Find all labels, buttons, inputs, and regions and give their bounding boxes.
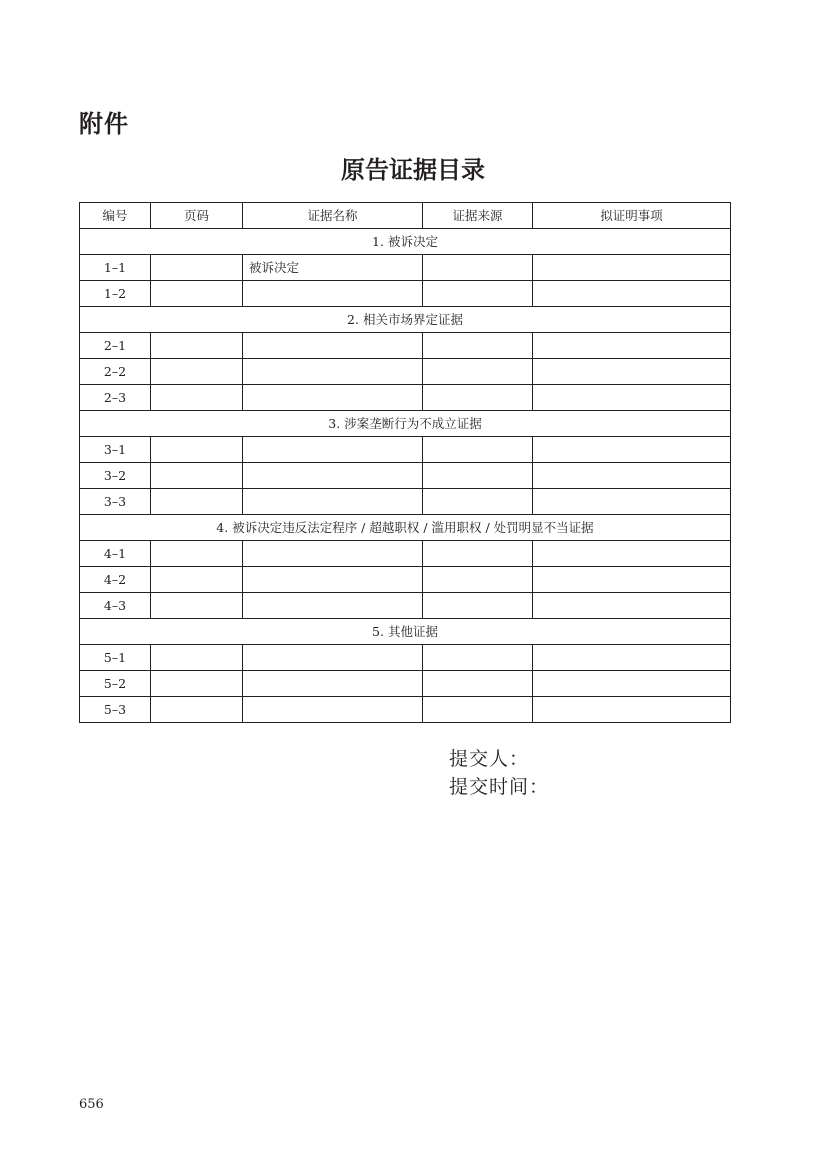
header-evidence-source: 证据来源 [423, 203, 533, 229]
table-body [80, 229, 731, 723]
cell-number: 1–1 [80, 255, 151, 281]
cell-evidence-name [243, 697, 423, 723]
cell-purpose [533, 593, 731, 619]
cell-evidence-name [243, 541, 423, 567]
cell-evidence-name [243, 567, 423, 593]
cell-page [151, 385, 243, 411]
cell-evidence-source [423, 463, 533, 489]
table-row [80, 593, 731, 619]
page-number: 656 [79, 1097, 104, 1112]
section-title: 1. 被诉决定 [80, 229, 731, 255]
cell-number: 4–3 [80, 593, 151, 619]
cell-purpose [533, 255, 731, 281]
table-row [80, 437, 731, 463]
cell-page [151, 697, 243, 723]
submit-time-label: 提交时间： [449, 776, 550, 798]
cell-page [151, 333, 243, 359]
cell-purpose [533, 463, 731, 489]
header-number: 编号 [80, 203, 151, 229]
section-row [80, 229, 731, 255]
table-row [80, 645, 731, 671]
cell-page [151, 359, 243, 385]
section-title: 3. 涉案垄断行为不成立证据 [80, 411, 731, 437]
cell-purpose [533, 281, 731, 307]
cell-purpose [533, 541, 731, 567]
cell-purpose [533, 645, 731, 671]
cell-number: 3–2 [80, 463, 151, 489]
section-title: 2. 相关市场界定证据 [80, 307, 731, 333]
table-row [80, 463, 731, 489]
cell-purpose [533, 333, 731, 359]
cell-number: 2–2 [80, 359, 151, 385]
cell-evidence-source [423, 671, 533, 697]
cell-evidence-source [423, 437, 533, 463]
cell-number: 5–1 [80, 645, 151, 671]
table-row [80, 541, 731, 567]
table-row [80, 671, 731, 697]
cell-number: 5–2 [80, 671, 151, 697]
cell-evidence-name [243, 593, 423, 619]
cell-number: 5–3 [80, 697, 151, 723]
cell-number: 3–1 [80, 437, 151, 463]
table-row [80, 281, 731, 307]
cell-purpose [533, 671, 731, 697]
cell-evidence-name [243, 359, 423, 385]
cell-evidence-source [423, 255, 533, 281]
cell-page [151, 281, 243, 307]
cell-number: 3–3 [80, 489, 151, 515]
table-row [80, 697, 731, 723]
cell-evidence-source [423, 489, 533, 515]
cell-evidence-name [243, 281, 423, 307]
cell-page [151, 541, 243, 567]
cell-evidence-source [423, 359, 533, 385]
cell-page [151, 437, 243, 463]
cell-page [151, 567, 243, 593]
cell-evidence-name [243, 489, 423, 515]
cell-number: 4–1 [80, 541, 151, 567]
cell-number: 1–2 [80, 281, 151, 307]
table-row [80, 567, 731, 593]
cell-purpose [533, 697, 731, 723]
cell-page [151, 255, 243, 281]
cell-evidence-name [243, 463, 423, 489]
cell-evidence-source [423, 333, 533, 359]
section-title: 5. 其他证据 [80, 619, 731, 645]
cell-evidence-name [243, 385, 423, 411]
cell-evidence-source [423, 541, 533, 567]
cell-number: 2–1 [80, 333, 151, 359]
section-row [80, 307, 731, 333]
section-title: 4. 被诉决定违反法定程序 / 超越职权 / 滥用职权 / 处罚明显不当证据 [80, 515, 731, 541]
table-row [80, 489, 731, 515]
cell-page [151, 463, 243, 489]
cell-purpose [533, 489, 731, 515]
section-row [80, 515, 731, 541]
evidence-table [79, 202, 731, 723]
cell-purpose [533, 437, 731, 463]
cell-number: 4–2 [80, 567, 151, 593]
cell-evidence-name: 被诉决定 [243, 255, 423, 281]
cell-page [151, 489, 243, 515]
cell-evidence-name [243, 645, 423, 671]
header-page: 页码 [151, 203, 243, 229]
cell-evidence-source [423, 593, 533, 619]
cell-page [151, 671, 243, 697]
document-title: 原告证据目录 [341, 156, 485, 184]
annex-label: 附件 [79, 110, 129, 138]
cell-evidence-source [423, 645, 533, 671]
header-purpose: 拟证明事项 [533, 203, 731, 229]
cell-purpose [533, 385, 731, 411]
cell-number: 2–3 [80, 385, 151, 411]
cell-purpose [533, 359, 731, 385]
table-row [80, 385, 731, 411]
cell-evidence-source [423, 385, 533, 411]
cell-page [151, 593, 243, 619]
section-row [80, 619, 731, 645]
cell-evidence-name [243, 437, 423, 463]
table-row [80, 359, 731, 385]
cell-evidence-source [423, 281, 533, 307]
cell-evidence-name [243, 333, 423, 359]
header-row [80, 203, 731, 229]
header-evidence-name: 证据名称 [243, 203, 423, 229]
submitter-label: 提交人： [449, 748, 530, 770]
table-row [80, 333, 731, 359]
cell-purpose [533, 567, 731, 593]
cell-page [151, 645, 243, 671]
cell-evidence-name [243, 671, 423, 697]
cell-evidence-source [423, 697, 533, 723]
section-row [80, 411, 731, 437]
table-row [80, 255, 731, 281]
cell-evidence-source [423, 567, 533, 593]
